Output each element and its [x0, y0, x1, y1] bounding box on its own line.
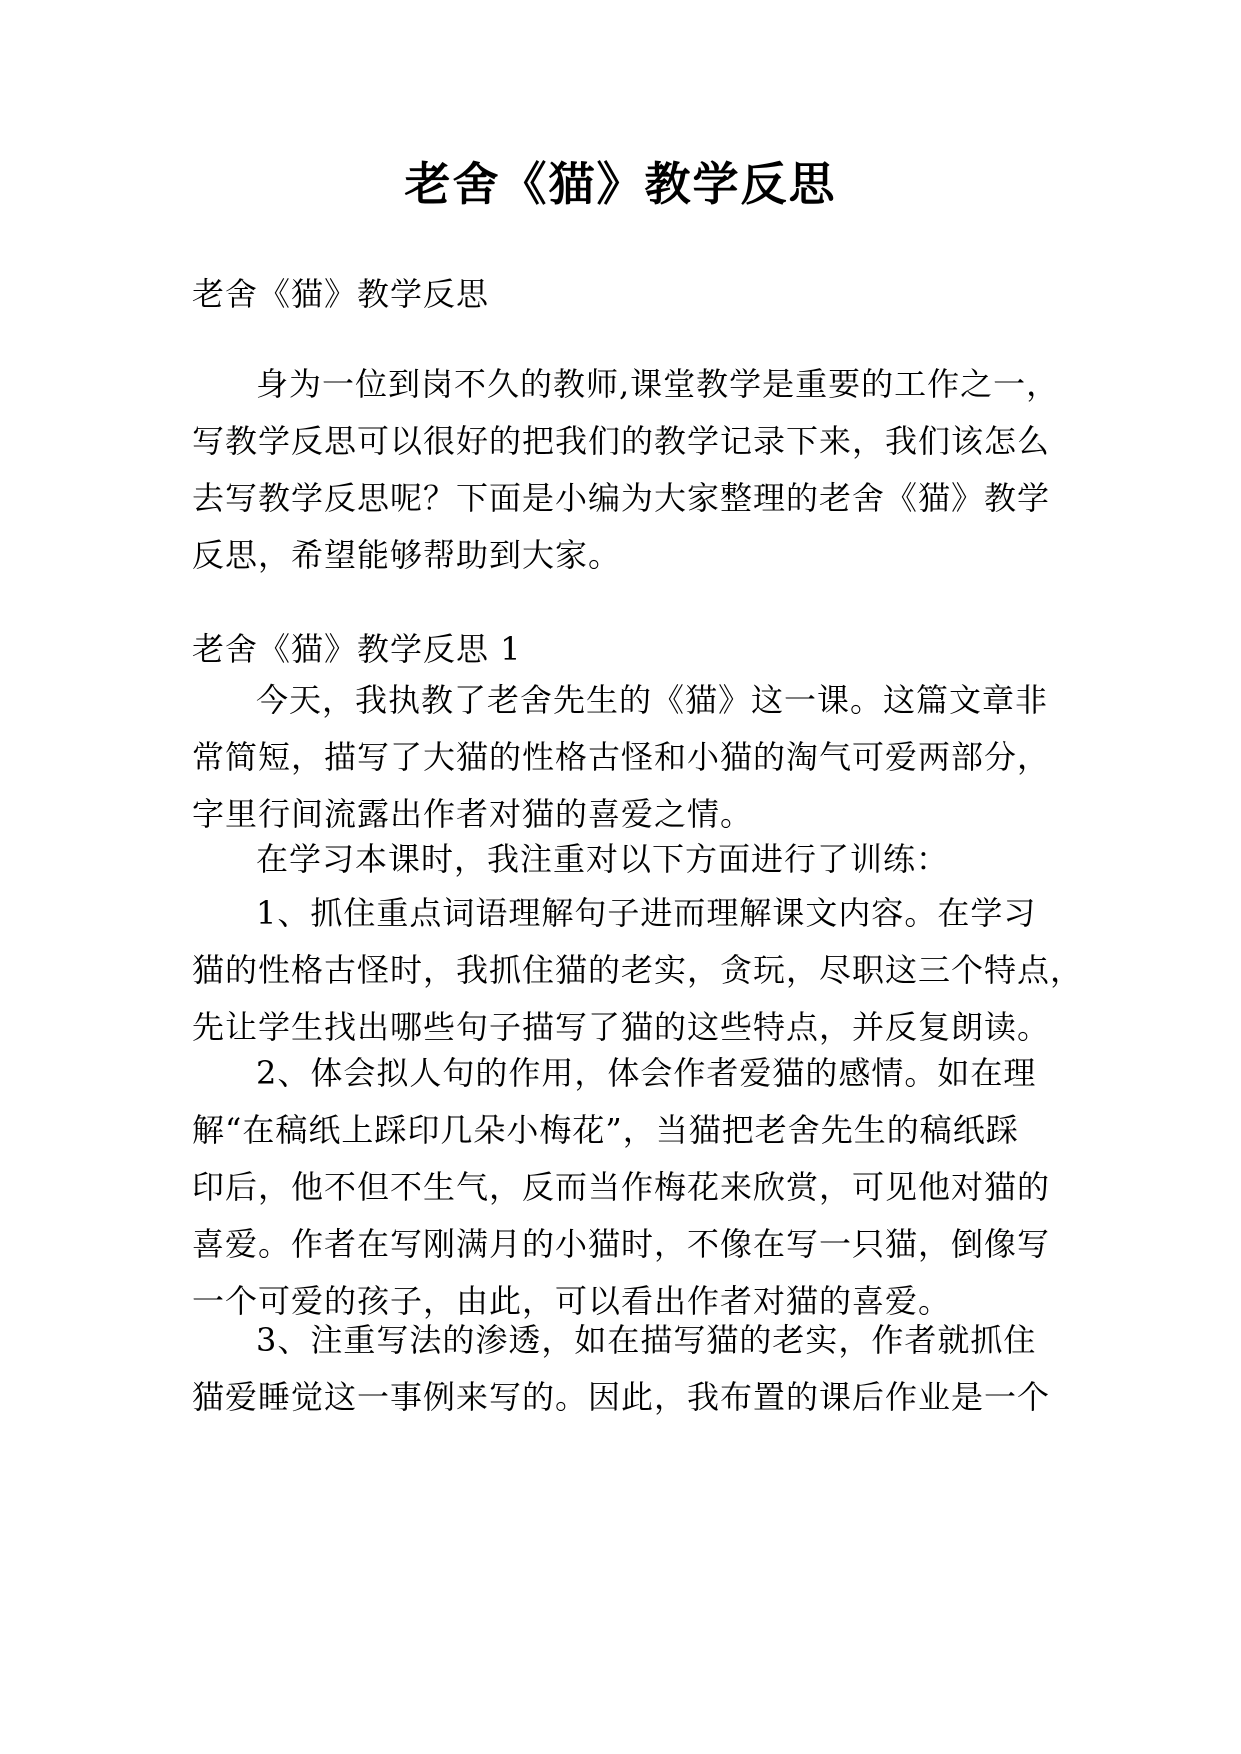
section-heading — [192, 621, 1072, 678]
paragraph-line: 今天，我执教了老舍先生的《猫》这一课。这篇文章非 — [256, 681, 1049, 719]
paragraph-line: 反思，希望能够帮助到大家。 — [192, 536, 622, 574]
paragraph-line: 印后，他不但不生气，反而当作梅花来欣赏，可见他对猫的 — [192, 1168, 1051, 1206]
paragraph-line: 猫的性格古怪时，我抓住猫的老实，贪玩，尽职这三个特点， — [192, 951, 1084, 989]
paragraph-line: 一个可爱的孩子，由此，可以看出作者对猫的喜爱。 — [192, 1282, 952, 1320]
document-subtitle — [192, 266, 1072, 323]
section1-paragraph-4 — [192, 1045, 1072, 1330]
section-heading-text: 老舍《猫》教学反思 1 — [192, 630, 522, 668]
subtitle-line: 老舍《猫》教学反思 — [192, 275, 490, 313]
section1-paragraph-1 — [192, 672, 1072, 843]
paragraph-line: 喜爱。作者在写刚满月的小猫时，不像在写一只猫，倒像写 — [192, 1225, 1051, 1263]
paragraph-line: 猫爱睡觉这一事例来写的。因此，我布置的课后作业是一个 — [192, 1378, 1051, 1416]
paragraph-line: 1、抓住重点词语理解句子进而理解课文内容。在学习 — [256, 894, 1037, 932]
section1-paragraph-5 — [192, 1312, 1072, 1426]
paragraph-line: 解“在稿纸上踩印几朵小梅花”，当猫把老舍先生的稿纸踩 — [192, 1111, 1019, 1149]
section1-paragraph-2 — [192, 831, 1072, 888]
paragraph-line: 3、注重写法的渗透，如在描写猫的老实，作者就抓住 — [256, 1321, 1037, 1359]
paragraph-line: 身为一位到岗不久的教师,课堂教学是重要的工作之一， — [256, 365, 1060, 403]
paragraph-line: 2、体会拟人句的作用，体会作者爱猫的感情。如在理 — [256, 1054, 1037, 1092]
paragraph-line: 写教学反思可以很好的把我们的教学记录下来，我们该怎么 — [192, 422, 1051, 460]
paragraph-line: 去写教学反思呢？下面是小编为大家整理的老舍《猫》教学 — [192, 479, 1051, 517]
paragraph-line: 先让学生找出哪些句子描写了猫的这些特点，并反复朗读。 — [192, 1008, 1051, 1046]
intro-paragraph — [192, 356, 1072, 584]
paragraph-line: 常简短，描写了大猫的性格古怪和小猫的淘气可爱两部分， — [192, 738, 1051, 776]
paragraph-line: 字里行间流露出作者对猫的喜爱之情。 — [192, 795, 754, 833]
section1-paragraph-3 — [192, 885, 1084, 1056]
document-title: 老舍《猫》教学反思 — [404, 157, 837, 211]
paragraph-line: 在学习本课时，我注重对以下方面进行了训练： — [256, 840, 950, 878]
